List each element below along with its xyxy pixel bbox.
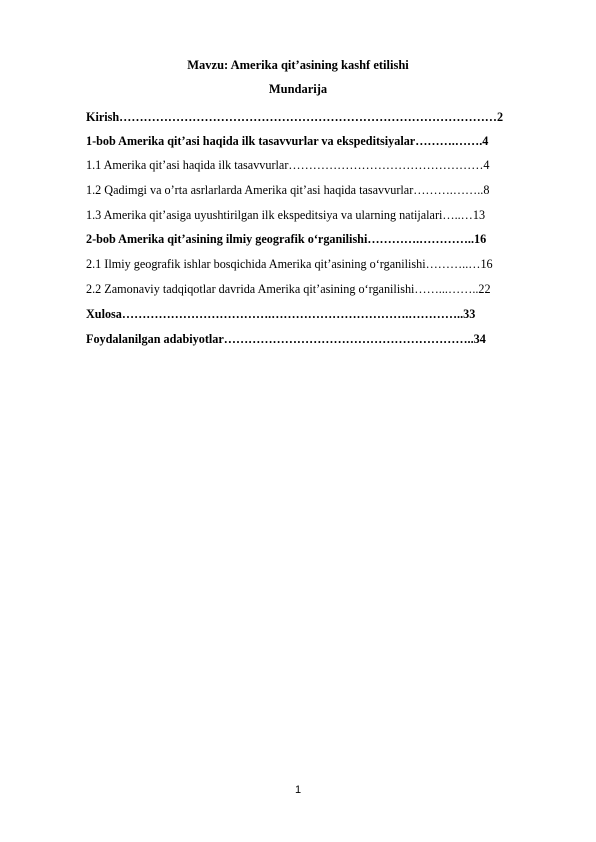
toc-entry-section-1-1: 1.1 Amerika qit’asi haqida ilk tasavvurlar…………………………………………4: [86, 158, 490, 172]
toc-entry-chapter-1: 1-bob Amerika qit’asi haqida ilk tasavvurlar va ekspeditsiyalar……….…….4: [86, 134, 489, 148]
topic-title: Mavzu: Amerika qit’asining kashf etilishi: [187, 58, 409, 72]
toc-entry-section-1-2: 1.2 Qadimgi va o’rta asrlarlarda Amerika qit’asi haqida tasavvurlar……….……..8: [86, 183, 490, 197]
toc-entry-conclusion: Xulosa……………………………….…………………………….…………..33: [86, 307, 476, 321]
toc-entry-references: Foydalanilgan adabiyotlar……………………………………………………..34: [86, 332, 486, 346]
toc-entry-chapter-2: 2-bob Amerika qit’asining ilmiy geografik o‘rganilishi………….…………..16: [86, 232, 487, 246]
toc-entry-introduction: Kirish…………………………………………………………………………………2: [86, 110, 504, 124]
page-number: 1: [294, 784, 302, 796]
toc-entry-section-2-1: 2.1 Ilmiy geografik ishlar bosqichida Amerika qit’asining o‘rganilishi………..…16: [86, 257, 493, 271]
toc-entry-section-2-2: 2.2 Zamonaviy tadqiqotlar davrida Amerika qit’asining o‘rganilishi……...……..22: [86, 282, 491, 296]
toc-entry-section-1-3: 1.3 Amerika qit’asiga uyushtirilgan ilk ekspeditsiya va ularning natijalari…..…13: [86, 208, 486, 222]
contents-heading: Mundarija: [268, 82, 328, 96]
